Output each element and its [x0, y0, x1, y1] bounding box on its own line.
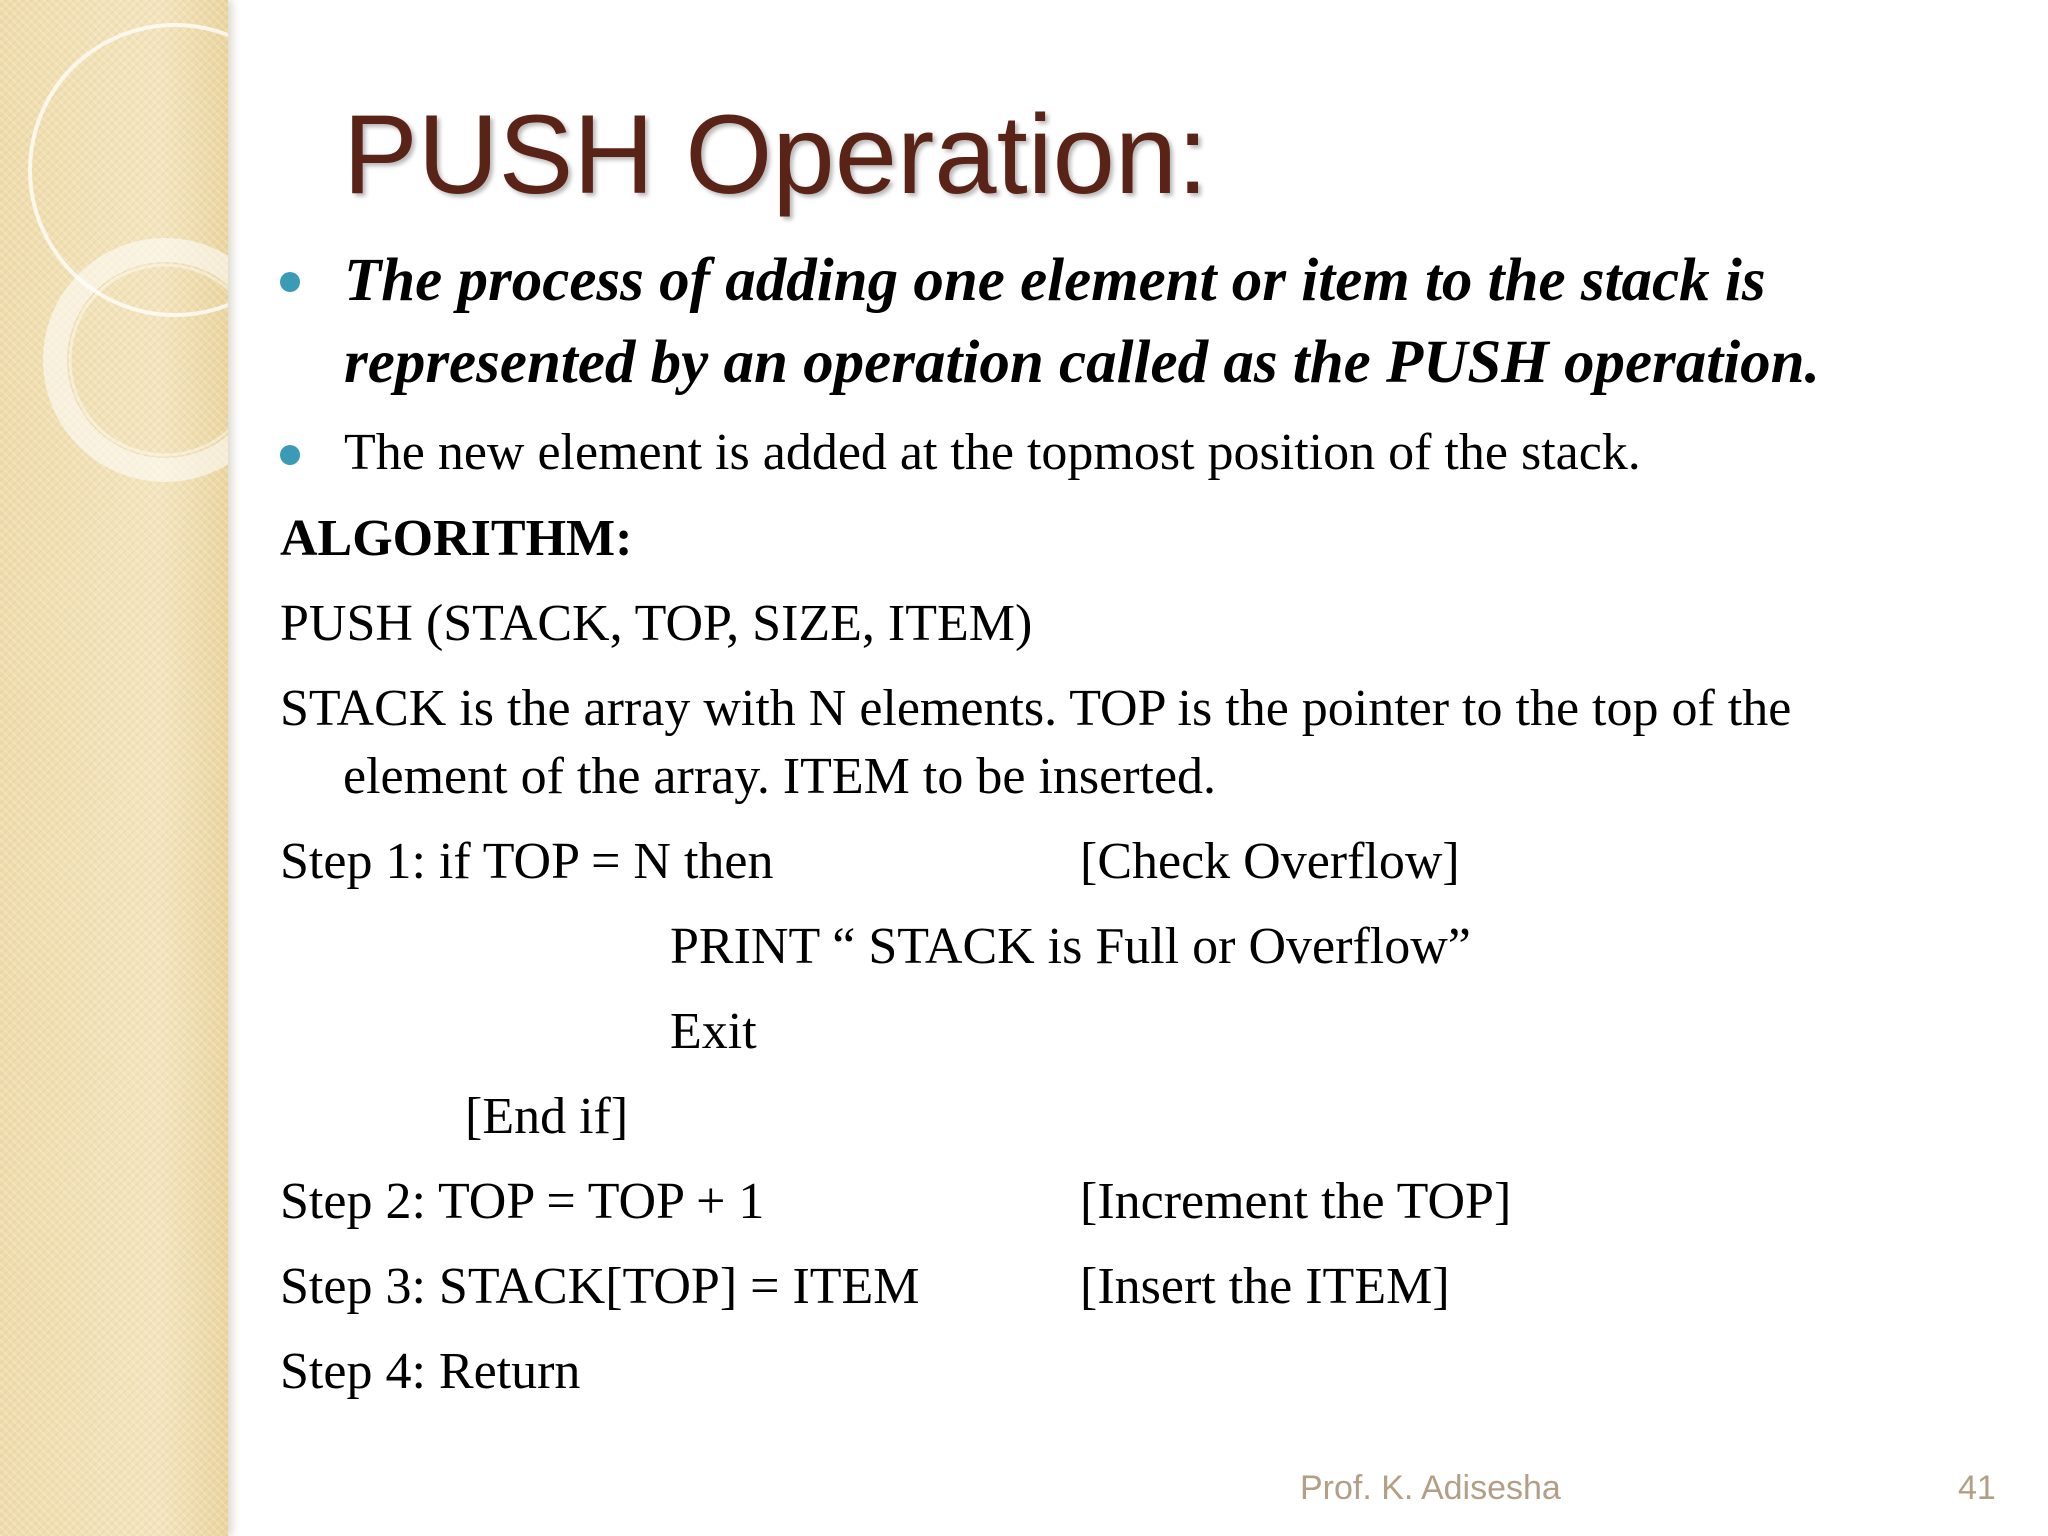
algorithm-step-2: Step 2: TOP = TOP + 1: [280, 1173, 765, 1230]
step-3-comment: [Insert the ITEM]: [1080, 1258, 1450, 1315]
algorithm-step-3: Step 3: STACK[TOP] = ITEM: [280, 1258, 920, 1315]
step-1-print-statement: PRINT “ STACK is Full or Overflow”: [670, 918, 1471, 975]
bullet-text: The new element is added at the topmost position of the stack.: [344, 424, 1641, 481]
algorithm-description-line: STACK is the array with N elements. TOP is the pointer to the top of the: [280, 680, 1792, 737]
algorithm-step-1: Step 1: if TOP = N then: [280, 833, 774, 890]
decorative-sidebar: [0, 0, 228, 1536]
step-2-comment: [Increment the TOP]: [1080, 1173, 1512, 1230]
algorithm-heading: ALGORITHM:: [280, 510, 633, 567]
step-1-comment: [Check Overflow]: [1080, 833, 1460, 890]
footer-page-number: 41: [1958, 1469, 1996, 1507]
bullet-text-line: represented by an operation called as the PUSH operation.: [344, 329, 1820, 396]
algorithm-step-4: Step 4: Return: [280, 1343, 581, 1400]
bullet-text: [344, 240, 1820, 404]
bullet-dot-icon: [280, 445, 300, 465]
slide-title: PUSH Operation:: [343, 92, 1209, 217]
algorithm-description-line: element of the array. ITEM to be inserted.: [343, 748, 1217, 805]
bullet-text-line: The process of adding one element or item to the stack is: [344, 247, 1766, 314]
algorithm-signature: PUSH (STACK, TOP, SIZE, ITEM): [280, 595, 1033, 652]
decorative-rings-graphic: [0, 0, 228, 1536]
step-1-exit-statement: Exit: [670, 1003, 757, 1060]
bullet-dot-icon: [280, 272, 300, 292]
step-1-end-if: [End if]: [465, 1088, 629, 1145]
footer-author: Prof. K. Adisesha: [1300, 1469, 1561, 1507]
